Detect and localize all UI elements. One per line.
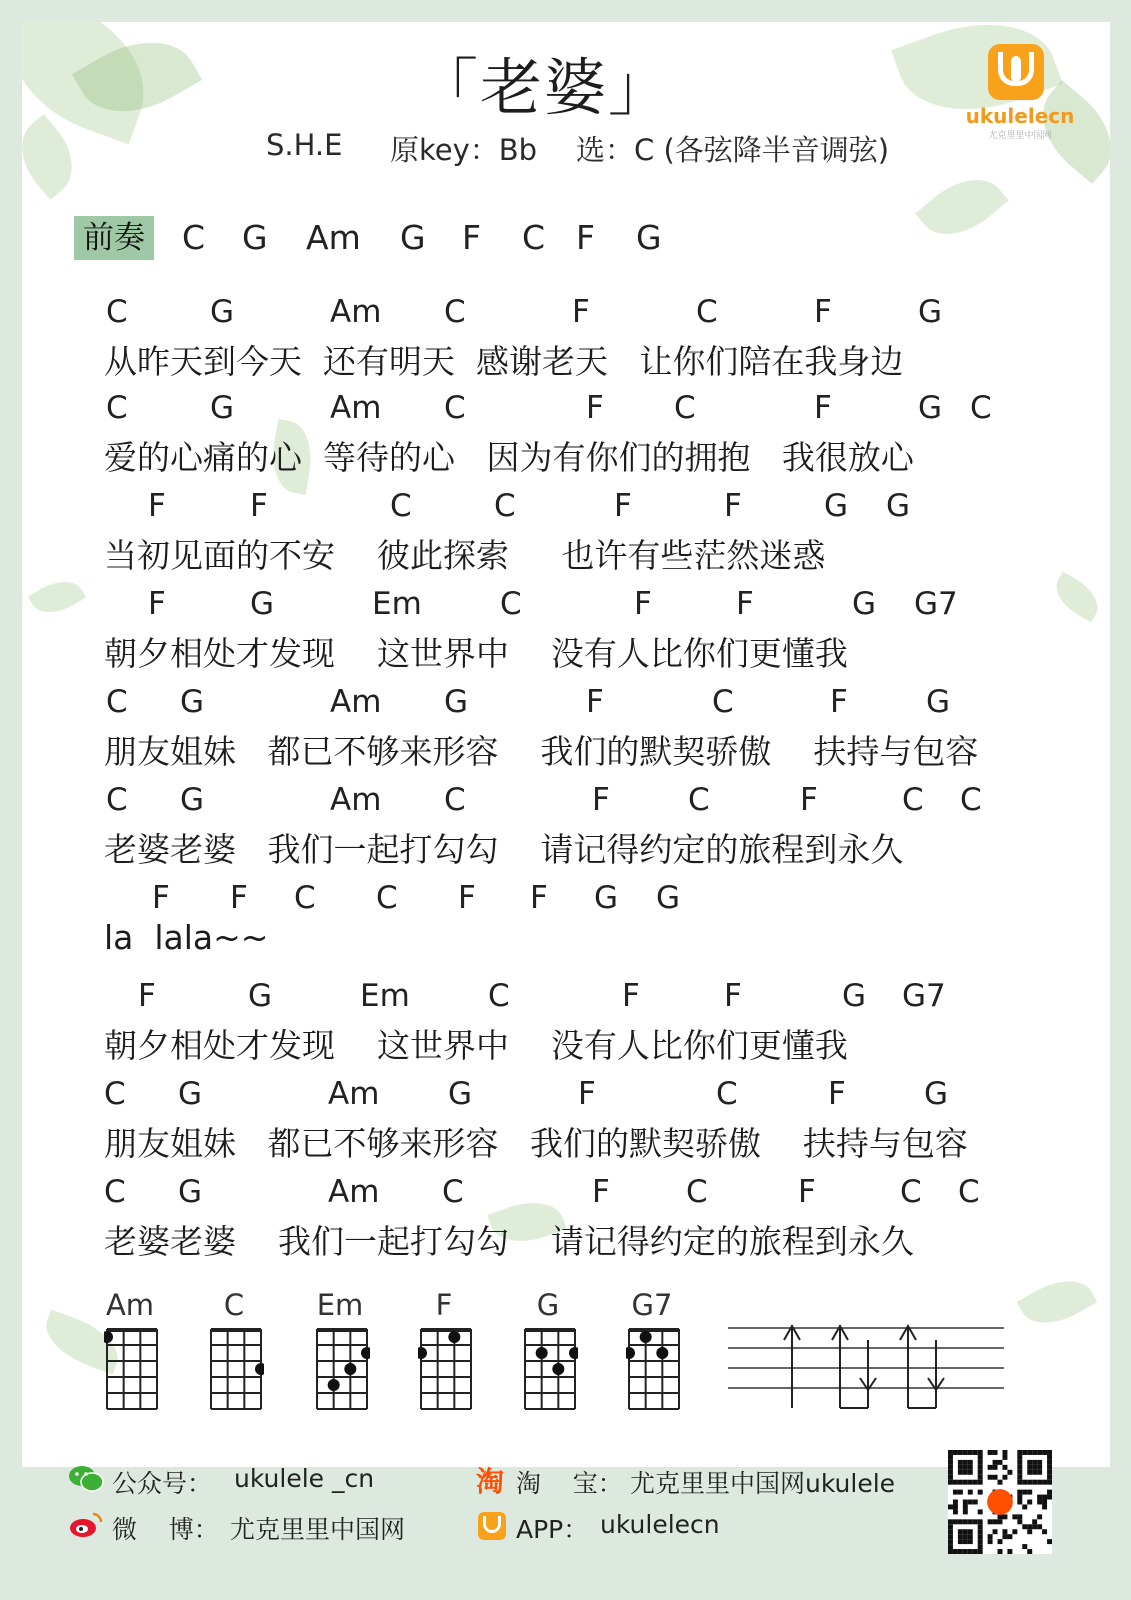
chord-label: F [814, 294, 832, 330]
chord-label: G [448, 1076, 473, 1112]
chord-label: G [594, 880, 619, 916]
chord-label: Am [330, 294, 382, 330]
chord-label: Em [360, 978, 410, 1014]
finger-dot [569, 1347, 578, 1359]
strum-pattern [728, 1322, 1008, 1414]
leaf-decoration [915, 162, 1008, 252]
chord-diagram-name: C [223, 1288, 245, 1322]
chord-label: F [138, 978, 156, 1014]
chord-label: F [152, 880, 170, 916]
chord-label: Am [328, 1076, 380, 1112]
chord-label: F [148, 586, 166, 622]
app-label: APP： [516, 1515, 589, 1544]
lyric-line: 爱的心痛的心 等待的心 因为有你们的拥抱 我很放心 [104, 438, 914, 477]
chord-label: F [830, 684, 848, 720]
chord-label: F [736, 586, 754, 622]
chord-label: F [586, 684, 604, 720]
prelude-chord: F [576, 218, 595, 257]
chord-label: G [824, 488, 849, 524]
finger-dot [640, 1331, 652, 1343]
prelude-chord: G [400, 218, 426, 257]
chord-label: G7 [914, 586, 958, 622]
chord-diagram-g7 [626, 1326, 682, 1412]
chord-label: F [586, 390, 604, 426]
chord-label: C [106, 294, 128, 330]
lyric-line: la lala~~ [104, 918, 269, 957]
weibo-label: 微 博： [112, 1515, 219, 1544]
chord-label: F [250, 488, 268, 524]
chord-label: G [250, 586, 275, 622]
chord-label: Am [330, 390, 382, 426]
prelude-chord: C [182, 218, 206, 257]
prelude-chord: G [242, 218, 268, 257]
chord-label: G [918, 390, 943, 426]
chord-label: C [712, 684, 734, 720]
chord-label: C [960, 782, 982, 818]
leaf-decoration [1017, 1267, 1098, 1337]
chord-label: C [444, 390, 466, 426]
chord-label: G [178, 1076, 203, 1112]
chord-label: F [724, 488, 742, 524]
finger-dot [255, 1363, 264, 1375]
chord-label: F [634, 586, 652, 622]
chord-label: C [106, 390, 128, 426]
chord-label: G [886, 488, 911, 524]
capo-choice: 选：C (各弦降半音调弦) [576, 133, 890, 167]
logo-text: ukulelecn [965, 104, 1075, 128]
finger-dot [361, 1347, 370, 1359]
chord-label: G [842, 978, 867, 1014]
chord-label: F [622, 978, 640, 1014]
chord-label: F [530, 880, 548, 916]
chord-label: G [210, 294, 235, 330]
chord-label: C [104, 1174, 126, 1210]
chord-label: C [106, 782, 128, 818]
chord-diagram-name: G7 [631, 1288, 673, 1322]
chord-label: C [686, 1174, 708, 1210]
chord-label: F [800, 782, 818, 818]
chord-label: F [578, 1076, 596, 1112]
chord-label: G [926, 684, 951, 720]
lyric-line: 老婆老婆 我们一起打勾勾 请记得约定的旅程到永久 [104, 830, 904, 869]
prelude-label: 前奏 [74, 216, 154, 260]
finger-dot [536, 1347, 548, 1359]
chord-diagram-c [208, 1326, 264, 1412]
chord-label: C [958, 1174, 980, 1210]
chord-label: C [696, 294, 718, 330]
lyric-line: 老婆老婆 我们一起打勾勾 请记得约定的旅程到永久 [104, 1222, 914, 1261]
chord-label: C [390, 488, 412, 524]
chord-label: F [614, 488, 632, 524]
chord-diagram-name: Em [316, 1288, 364, 1322]
finger-dot [448, 1331, 460, 1343]
chord-label: C [900, 1174, 922, 1210]
chord-diagram-name: F [435, 1288, 453, 1322]
chord-label: C [106, 684, 128, 720]
chord-label: Am [330, 684, 382, 720]
chord-label: C [444, 782, 466, 818]
chord-diagram-em [314, 1326, 370, 1412]
lyric-line: 从昨天到今天 还有明天 感谢老天 让你们陪在我身边 [104, 342, 904, 381]
chord-label: G [180, 782, 205, 818]
chord-label: G [656, 880, 681, 916]
artist: S.H.E [266, 128, 343, 162]
song-title: 「老婆」 [415, 51, 672, 124]
chord-label: G [248, 978, 273, 1014]
lyric-line: 朝夕相处才发现 这世界中 没有人比你们更懂我 [104, 1026, 848, 1065]
finger-dot [328, 1379, 340, 1391]
chord-label: F [230, 880, 248, 916]
lyric-line: 当初见面的不安 彼此探索 也许有些茫然迷惑 [104, 536, 826, 575]
chord-label: F [828, 1076, 846, 1112]
chord-label: G [178, 1174, 203, 1210]
finger-dot [626, 1347, 635, 1359]
chord-label: G [210, 390, 235, 426]
chord-label: Am [328, 1174, 380, 1210]
app-value: ukulelecn [600, 1510, 720, 1539]
taobao-icon: 淘 [476, 1465, 505, 1498]
chord-label: G [852, 586, 877, 622]
prelude-chord: Am [306, 218, 361, 257]
finger-dot [344, 1363, 356, 1375]
chord-label: C [688, 782, 710, 818]
chord-label: C [104, 1076, 126, 1112]
prelude-chord: F [462, 218, 481, 257]
chord-diagram-g [522, 1326, 578, 1412]
chord-label: Am [330, 782, 382, 818]
chord-label: G [444, 684, 469, 720]
finger-dot [104, 1331, 113, 1343]
chord-label: C [488, 978, 510, 1014]
chord-diagram-name: G [536, 1288, 560, 1322]
chord-label: G [924, 1076, 949, 1112]
lyric-line: 朝夕相处才发现 这世界中 没有人比你们更懂我 [104, 634, 848, 673]
original-key: 原key：Bb [390, 133, 538, 167]
chord-label: F [592, 1174, 610, 1210]
lyric-line: 朋友姐妹 都已不够来形容 我们的默契骄傲 扶持与包容 [104, 732, 979, 771]
chord-label: C [674, 390, 696, 426]
chord-label: F [592, 782, 610, 818]
chord-label: G [918, 294, 943, 330]
chord-diagram-name: Am [105, 1288, 155, 1322]
wechat-label: 公众号： [112, 1469, 213, 1498]
chord-label: F [724, 978, 742, 1014]
qr-code[interactable] [948, 1450, 1052, 1554]
wechat-value: ukulele _cn [234, 1464, 375, 1493]
leaf-decoration [28, 572, 86, 623]
finger-dot [656, 1347, 668, 1359]
wechat-icon [68, 1464, 104, 1494]
chord-label: G7 [902, 978, 946, 1014]
chord-label: Em [372, 586, 422, 622]
chord-label: F [148, 488, 166, 524]
chord-label: C [494, 488, 516, 524]
chord-label: C [444, 294, 466, 330]
chord-label: C [294, 880, 316, 916]
taobao-value: 尤克里里中国网ukulele [630, 1469, 896, 1498]
chord-label: C [902, 782, 924, 818]
ukulele-logo-icon [988, 44, 1044, 100]
finger-dot [418, 1347, 427, 1359]
weibo-value: 尤克里里中国网 [230, 1515, 406, 1544]
chord-label: F [572, 294, 590, 330]
app-icon [478, 1512, 506, 1540]
leaf-decoration [1048, 572, 1106, 623]
chord-label: C [970, 390, 992, 426]
prelude-chord: C [522, 218, 546, 257]
chord-label: F [814, 390, 832, 426]
chord-label: C [500, 586, 522, 622]
chord-label: F [798, 1174, 816, 1210]
taobao-label: 淘 宝： [516, 1469, 623, 1498]
weibo-icon [68, 1510, 104, 1540]
lyric-line: 朋友姐妹 都已不够来形容 我们的默契骄傲 扶持与包容 [104, 1124, 968, 1163]
chord-label: C [716, 1076, 738, 1112]
chord-label: F [458, 880, 476, 916]
finger-dot [552, 1363, 564, 1375]
chord-diagram-f [418, 1326, 474, 1412]
chord-diagram-am [104, 1326, 160, 1412]
prelude-chord: G [636, 218, 662, 257]
chord-label: G [180, 684, 205, 720]
chord-label: C [442, 1174, 464, 1210]
logo-subtext: 尤克里里中国网 [988, 131, 1052, 141]
chord-label: C [376, 880, 398, 916]
